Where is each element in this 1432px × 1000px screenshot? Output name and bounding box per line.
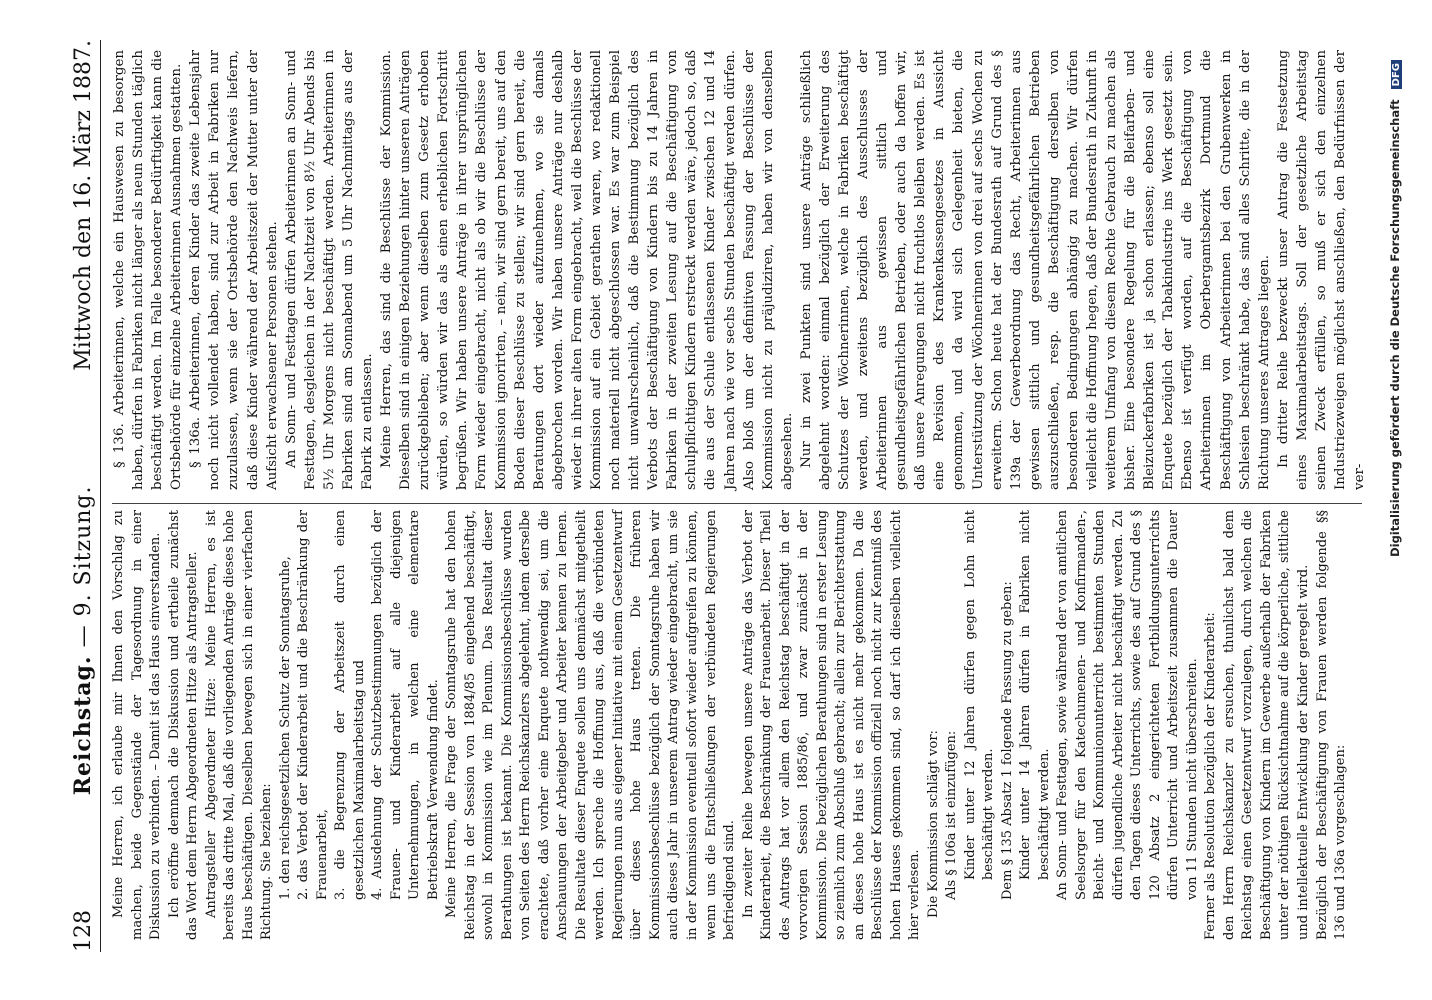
paragraph: Als § 106a ist einzufügen: <box>944 730 960 900</box>
column-divider <box>112 503 1362 504</box>
right-column <box>110 50 1369 490</box>
paragraph: Kinder unter 12 Jahren dürfen gegen Lohn nicht beschäftigt werden. <box>962 510 997 880</box>
paragraph: In zweiter Reihe bewegen unsere Anträge das Verbot der Kinderarbeit, die Beschränkung der Frauenarbeit. Dieser Theil des Antrags hat vor allem den Reichstag beschäftigt in der vorvorigen Session 1885/86, und zwar zunächst in der Kommission. Die bezüglichen Berathungen sind in erster Lesung so ziemlich zum Abschluß gebracht; allein zur Berichterstattung an dieses hohe Haus ist es nicht mehr gekommen. Da die Beschlüsse der Kommission offiziell noch nicht zur Kenntniß des hohen Hauses gekommen sind, so darf ich dieselben vielleicht hier verlesen. <box>740 510 923 940</box>
credit-text: Digitalisierung gefördert durch die Deutsche Forschungsgemeinschaft <box>1388 99 1402 557</box>
paragraph: Nur in zwei Punkten sind unsere Anträge schließlich abgelehnt worden: einmal bezüglich der Erweiterung des Schutzes der Wöchnerinnen, welche in Fabriken beschäftigt werden, und zweitens bezüglich des Ausschlusses der Arbeiterinnen aus gewissen sittlich und gesundheitsgefährlichen Betrieben, oder auch da hoffen wir, daß unsere Anregungen nicht fruchtlos bleiben werden. Es ist eine Revision des Krankenkassengesetzes in Aussicht genommen, und da wird sich Gelegenheit bieten, die Unterstützung der Wöchnerinnen von drei auf sechs Wochen zu erweitern. Schon heute hat der Bundesrath auf Grund des § 139a der Gewerbeordnung das Recht, Arbeiterinnen aus gewissen sittlich und gesundheitsgefährlichen Betrieben auszuschließen, resp. die Beschäftigung derselben von besonderen Bedingungen abhängig zu machen. Wir dürfen vielleicht die Hoffnung hegen, daß der Bundesrath in Zukunft in weiterem Umfang von diesem Rechte Gebrauch zu machen als bisher. Eine besondere Regelung für die Bleifarben- und Bleizuckerfabriken ist ja schon erlassen; ebenso soll eine Enquete bezüglich der Tabakindustrie ins Werk gesetzt sein. Ebenso ist verfügt worden, auf die Beschäftigung von Arbeiterinnen im Oberbergamtsbezirk Dortmund die Beschäftigung von Arbeiterinnen bei den Grubenwerken in Schlesien beschränkt habe, das sind alles Schritte, die in der Richtung unseres Antrages liegen. <box>798 50 1272 490</box>
header-title-mid: — 9. Sitzung. <box>71 485 96 648</box>
paragraph: An Sonn- und Festtagen dürfen Arbeiterinnen an Sonn- und Festtagen, desgleichen in der Nachtzeit von 8½ Uhr Abends bis 5½ Uhr Morgens nicht beschäftigt werden. Arbeiterinnen in Fabriken sind am Sonnabend um 5 Uhr Nachmittags aus der Fabrik zu entlassen. <box>283 50 376 490</box>
digitization-credit <box>1388 60 1402 940</box>
dfg-logo: DFG <box>1391 60 1402 89</box>
paragraph: Ich eröffne demnach die Diskussion und ertheile zunächst das Wort dem Herrn Abgeordneten Hitze als Antragsteller. <box>166 510 201 940</box>
paragraph: Die Kommission schlägt vor: <box>925 730 941 918</box>
page-header <box>52 40 96 952</box>
paragraph: § 136a. Arbeiterinnen, deren Kinder das zweite Lebensjahr noch nicht vollendet haben, sind zur Arbeit in Fabriken nur zuzulassen, wenn sie der Ortsbehörde den Nachweis liefern, daß diese Kinder während der Arbeitszeit der Mutter unter der Aufsicht erwachsener Personen stehen. <box>188 50 280 490</box>
paragraph: Meine Herren, die Frage der Sonntagsruhe hat den hohen Reichstag in der Session von 1884/85 eingehend beschäftigt, sowohl in Kommission wie im Plenum. Das Resultat dieser Berathungen ist bekannt. Die Kommissionsbeschlüsse wurden von Seiten des Herrn Reichskanzlers abgelehnt, indem derselbe erachtete, daß vorher eine Enquete nothwendig sei, um die Anschauungen der Arbeitgeber und Arbeiter kennen zu lernen. Die Resultate dieser Enquete sollen uns demnächst mitgetheilt werden. Ich spreche die Hoffnung aus, daß die verbündeten Regierungen nun aus eigener Initiative mit einem Gesetzentwurf über dieses hohe Haus treten. Die früheren Kommissionsbeschlüsse bezüglich der Sonntagsruhe haben wir auch dieses Jahr in unserem Antrag wieder eingebracht, um sie in der Kommission eventuell sofort wieder aufgreifen zu können, wenn uns die Entschließungen der verbündeten Regierungen befriedigend sind. <box>444 510 738 940</box>
paragraph: In dritter Reihe bezweckt unser Antrag die Festsetzung eines Maximalarbeitstags. Soll der gesetzliche Arbeitstag seinen Zweck erfüllen, so muß er sich den einzelnen Industriezweigen möglichst anschließen, den Bedürfnissen der ver- <box>1275 50 1368 490</box>
paragraph: § 136. Arbeiterinnen, welche ein Hauswesen zu besorgen haben, dürfen in Fabriken nicht länger als neun Stunden täglich beschäftigt werden. Im Falle besonderer Bedürftigkeit kann die Ortsbehörde für einzelne Arbeiterinnen Ausnahmen gestatten. <box>112 50 185 490</box>
paragraph: An Sonn- und Festtagen, sowie während der von amtlichen Seelsorger für den Katechumenen- und Konfirmanden-, Beicht- und Kommunionunterricht bestimmten Stunden dürfen jugendliche Arbeiter nicht beschäftigt werden. Zu den Tagen dieses Unterrichts, sowie des auf Grund des § 120 Absatz 2 eingerichteten Fortbildungsunterrichts dürfen Unterricht und Arbeitszeit zusammen die Dauer von 11 Stunden nicht überschreiten. <box>1055 510 1200 900</box>
paragraph: Ferner als Resolution bezüglich der Kinderarbeit: <box>1203 612 1219 940</box>
paragraph: Kinder unter 14 Jahren dürfen in Fabriken nicht beschäftigt werden. <box>1018 510 1052 880</box>
paragraph: Meine Herren, ich erlaube mir Ihnen den Vorschlag zu machen, beide Gegenstände der Tagesordnung in einer Diskussion zu verbinden. – Damit ist das Haus einverstanden. <box>111 510 164 940</box>
paragraph: Dem § 135 Absatz 1 folgende Fassung zu geben: <box>999 581 1015 900</box>
list-item: 4. Ausdehnung der Schutzbestimmungen bezüglich der Frauen- und Kinderarbeit auf alle diejenigen Unternehmungen, in welchen eine elementare Betriebskraft Verwendung findet. <box>370 510 441 900</box>
list-item: 3. die Begrenzung der Arbeitszeit durch einen gesetzlichen Maximalarbeitstag und <box>333 510 367 900</box>
paragraph: den Herrn Reichskanzler zu ersuchen, thunlichst bald dem Reichstag einen Gesetzentwurf vorzulegen, durch welchen die Beschäftigung von Kindern im Gewerbe außerhalb der Fabriken unter der nöthigen Rücksichtnahme auf die körperliche, sittliche und intellektuelle Entwicklung der Kinder geregelt wird. <box>1221 510 1311 940</box>
header-rule <box>100 40 101 952</box>
list-item: 2. das Verbot der Kinderarbeit und die Beschränkung der Frauenarbeit, <box>296 510 330 900</box>
left-column <box>110 510 1351 940</box>
paragraph: Antragsteller Abgeordneter Hitze: Meine Herren, es ist bereits das dritte Mal, daß die vorliegenden Anträge dieses hohe Haus beschäftigen. Dieselben bewegen sich in einer vierfachen Richtung. Sie beziehen: <box>203 510 275 940</box>
paragraph: Bezüglich der Beschäftigung von Frauen werden folgende §§ 136 und 136a vorgeschlagen: <box>1314 510 1349 940</box>
list-item: 1. den reichsgesetzlichen Schutz der Sonntagsruhe, <box>277 556 293 900</box>
header-date: Mittwoch den 16. März 1887. <box>71 40 96 371</box>
page-number: 128 <box>71 910 96 952</box>
paragraph: Meine Herren, das sind die Beschlüsse der Kommission. Dieselben sind in einigen Beziehungen hinter unseren Anträgen zurückgeblieben; aber wenn dieselben zum Gesetz erhoben würden, so würden wir das als einen erheblichen Fortschritt begrüßen. Wir haben unsere Anträge in ihrer ursprünglichen Form wieder eingebracht, nicht als ob wir die Beschlüsse der Kommission ignorirten, – nein, wir sind gern bereit, uns auf den Boden dieser Beschlüsse zu stellen; wir sind gern bereit, die Beratungen dort wieder aufzunehmen, wo sie damals abgebrochen worden. Wir haben unsere Anträge nur deshalb wieder in ihrer alten Form eingebracht, weil die Beschlüsse der Kommission auf ein Gebiet gerathen waren, wo redaktionell noch materiell nicht abgeschlossen war. Es war zum Beispiel nicht unwahrscheinlich, daß die Bestimmung bezüglich des Verbots der Beschäftigung von Kindern bis zu 14 Jahren in Fabriken in der zweiten Lesung auf die Beschäftigung von schulpflichtigen Kindern erstreckt werden wäre, jedoch so, daß die aus der Schule entlassenen Kinder zwischen 12 und 14 Jahren nach wie vor sechs Stunden beschäftigt werden dürfen. Also bloß um der definitiven Fassung der Beschlüsse der Kommission nicht zu präjudiziren, haben wir von denselben abgesehen. <box>379 50 795 490</box>
header-title-left: Reichstag. <box>70 655 96 796</box>
header-title <box>70 371 96 910</box>
